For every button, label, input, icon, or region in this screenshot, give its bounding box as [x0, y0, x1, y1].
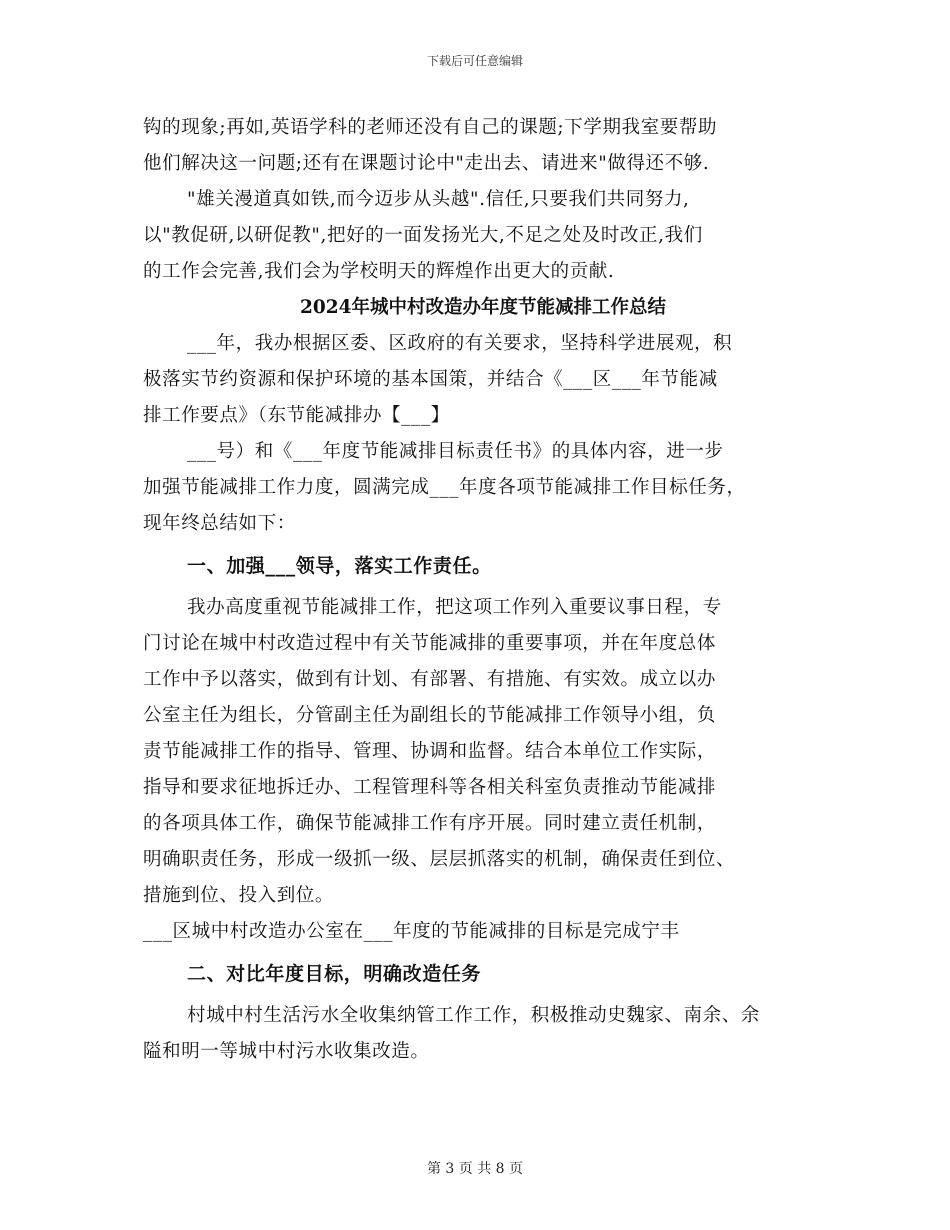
text-line: 排工作要点》（东节能减排办【___】 [143, 405, 450, 426]
text-line: 他们解决这一问题;还有在课题讨论中"走出去、请进来"做得还不够. [143, 153, 710, 174]
text-line: 明确职责任务，形成一级抓一级、层层抓落实的机制，确保责任到位、 [143, 849, 736, 870]
text-line: 门讨论在城中村改造过程中有关节能减排的重要事项，并在年度总体 [143, 633, 717, 654]
text-line: 的工作会完善,我们会为学校明天的辉煌作出更大的贡献. [143, 261, 615, 282]
text-line: 钩的现象;再如,英语学科的老师还没有自己的课题;下学期我室要帮助 [143, 117, 718, 138]
page-header: 下载后可任意编辑 [426, 54, 523, 68]
text-line: 的各项具体工作，确保节能减排工作有序开展。同时建立责任机制， [143, 813, 717, 834]
text-line: 村城中村生活污水全收集纳管工作工作，积极推动史魏家、南余、余 [187, 1005, 761, 1026]
text-line: "雄关漫道真如铁,而今迈步从头越".信任,只要我们共同努力, [187, 189, 690, 210]
text-line: 加强节能减排工作力度，圆满完成___年度各项节能减排工作目标任务， [143, 477, 746, 498]
page-footer: 第 3 页 共 8 页 [426, 1161, 524, 1177]
section-heading: 二、对比年度目标，明确改造任务 [187, 963, 482, 985]
document-body [143, 110, 823, 1106]
text-line: 指导和要求征地拆迁办、工程管理科等各相关科室负责推动节能减排 [143, 777, 717, 798]
document-title: 2024年城中村改造办年度节能减排工作总结 [300, 297, 666, 318]
text-line [143, 1070, 823, 1106]
text-line: ___号）和《___年度节能减排目标责任书》的具体内容，进一步 [187, 441, 724, 462]
text-line: 以"教促研,以研促教",把好的一面发扬光大,不足之处及时改正,我们 [143, 225, 703, 246]
text-line: 极落实节约资源和保护环境的基本国策，并结合《___区___年节能减 [143, 369, 718, 390]
text-line: 责节能减排工作的指导、管理、协调和监督。结合本单位工作实际， [143, 741, 717, 762]
text-line: 隘和明一等城中村污水收集改造。 [143, 1041, 430, 1062]
text-line: 现年终总结如下： [143, 513, 296, 534]
text-line: ___区城中村改造办公室在___年度的节能减排的目标是完成宁丰 [143, 921, 680, 942]
text-line: 工作中予以落实，做到有计划、有部署、有措施、有实效。成立以办 [143, 669, 717, 690]
section-heading: 一、加强___领导，落实工作责任。 [187, 555, 492, 577]
text-line: 措施到位、投入到位。 [143, 885, 335, 906]
text-line: 公室主任为组长，分管副主任为副组长的节能减排工作领导小组，负 [143, 705, 717, 726]
text-line: ___年，我办根据区委、区政府的有关要求，坚持科学进展观，积 [187, 333, 733, 354]
text-line: 我办高度重视节能减排工作，把这项工作列入重要议事日程，专 [187, 597, 722, 618]
